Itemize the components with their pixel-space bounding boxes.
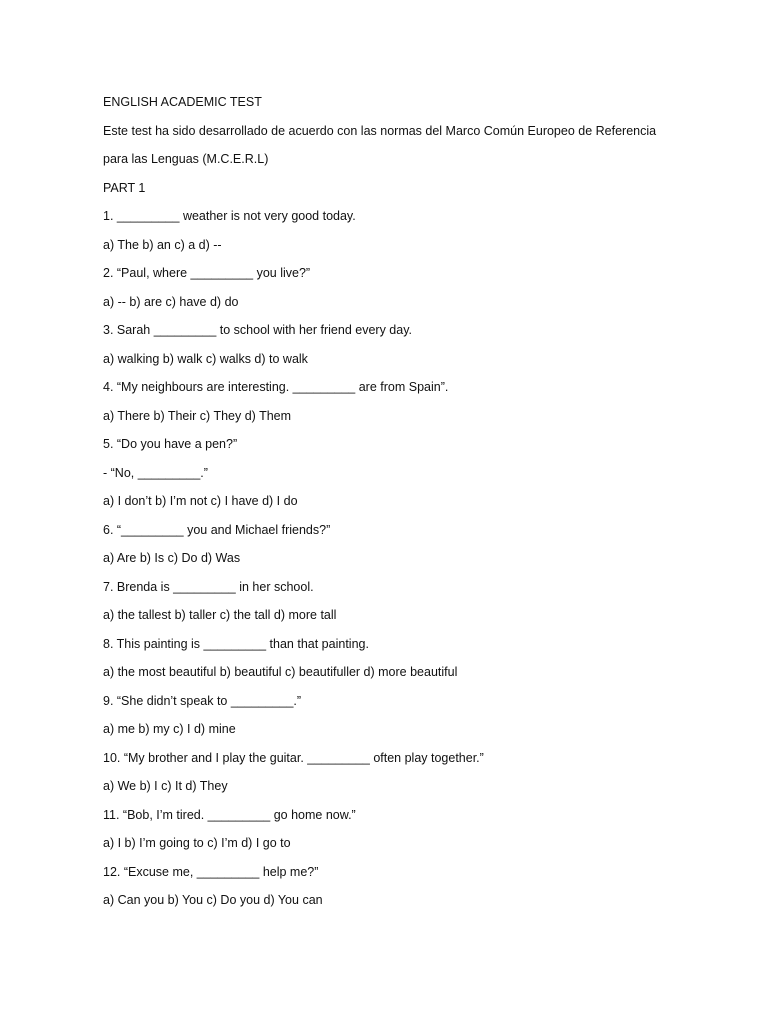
question-1-options: a) The b) an c) a d) -- — [103, 237, 222, 252]
question-5-prompt: 5. “Do you have a pen?” — [103, 437, 238, 451]
question-2-prompt: 2. “Paul, where _________ you live?” — [103, 266, 311, 280]
question-1-prompt: 1. _________ weather is not very good today. — [103, 209, 356, 223]
part-heading: PART 1 — [103, 180, 146, 195]
intro-line-2: para las Lenguas (M.C.E.R.L) — [103, 152, 269, 166]
question-4-options: a) There b) Their c) They d) Them — [103, 408, 292, 423]
question-3-options: a) walking b) walk c) walks d) to walk — [103, 351, 308, 366]
question-9-prompt: 9. “She didn’t speak to _________.” — [103, 693, 302, 708]
question-6-options: a) Are b) Is c) Do d) Was — [103, 551, 241, 565]
question-11-prompt: 11. “Bob, I’m tired. _________ go home now.” — [103, 807, 356, 822]
question-9-options: a) me b) my c) I d) mine — [103, 722, 236, 736]
question-10-options: a) We b) I c) It d) They — [103, 779, 228, 793]
question-6-prompt: 6. “_________ you and Michael friends?” — [103, 522, 331, 537]
intro-line-1: Este test ha sido desarrollado de acuerdo con las normas del Marco Común Europeo de Referencia — [103, 123, 657, 138]
question-2-options: a) -- b) are c) have d) do — [103, 294, 239, 309]
question-12-prompt: 12. “Excuse me, _________ help me?” — [103, 864, 319, 879]
question-7-options: a) the tallest b) taller c) the tall d) more tall — [103, 608, 337, 622]
question-10-prompt: 10. “My brother and I play the guitar. _________ often play together.” — [103, 750, 484, 765]
question-8-prompt: 8. This painting is _________ than that painting. — [103, 636, 369, 651]
document-content — [103, 92, 723, 919]
question-4-prompt: 4. “My neighbours are interesting. _________ are from Spain”. — [103, 380, 449, 394]
question-7-prompt: 7. Brenda is _________ in her school. — [103, 579, 314, 594]
question-3-prompt: 3. Sarah _________ to school with her friend every day. — [103, 323, 412, 337]
question-12-options: a) Can you b) You c) Do you d) You can — [103, 893, 323, 907]
question-8-options: a) the most beautiful b) beautiful c) beautifuller d) more beautiful — [103, 665, 458, 679]
question-11-options: a) I b) I’m going to c) I’m d) I go to — [103, 836, 291, 850]
question-5-options: a) I don’t b) I’m not c) I have d) I do — [103, 494, 298, 508]
test-title: ENGLISH ACADEMIC TEST — [103, 95, 262, 109]
question-5-reply: - “No, _________.” — [103, 465, 208, 480]
